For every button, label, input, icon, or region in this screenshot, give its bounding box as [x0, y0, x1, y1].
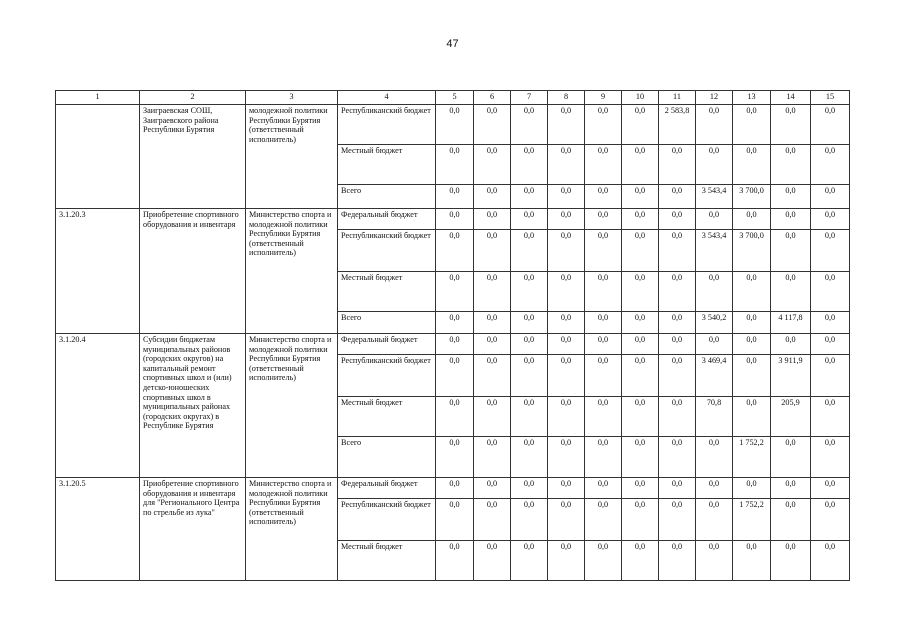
value-cell: 0,0 [474, 437, 511, 478]
header-cell: 7 [511, 91, 548, 105]
value-cell: 0,0 [585, 541, 622, 581]
value-cell: 0,0 [474, 541, 511, 581]
value-cell: 0,0 [622, 355, 659, 397]
value-cell: 0,0 [622, 499, 659, 541]
value-cell: 0,0 [585, 478, 622, 499]
source-cell: Местный бюджет [338, 541, 436, 581]
value-cell: 1 752,2 [733, 437, 771, 478]
value-cell: 0,0 [696, 334, 733, 355]
value-cell: 0,0 [548, 478, 585, 499]
value-cell: 0,0 [771, 499, 811, 541]
budget-table [55, 90, 850, 581]
value-cell: 3 543,4 [696, 185, 733, 209]
code-cell: 3.1.20.3 [56, 209, 140, 334]
value-cell: 0,0 [733, 541, 771, 581]
header-cell: 15 [811, 91, 850, 105]
source-cell: Всего [338, 312, 436, 334]
header-cell: 6 [474, 91, 511, 105]
value-cell: 0,0 [585, 105, 622, 145]
value-cell: 3 700,0 [733, 230, 771, 272]
value-cell: 0,0 [659, 272, 696, 312]
value-cell: 0,0 [436, 397, 474, 437]
value-cell: 0,0 [436, 355, 474, 397]
value-cell: 0,0 [811, 230, 850, 272]
value-cell: 0,0 [548, 209, 585, 230]
value-cell: 0,0 [659, 499, 696, 541]
value-cell: 0,0 [474, 105, 511, 145]
source-cell: Местный бюджет [338, 145, 436, 185]
value-cell: 0,0 [811, 105, 850, 145]
name-cell: Приобретение спортивного оборудования и инвентаря для "Регионального Центра по стрельбе из лука" [140, 478, 246, 581]
value-cell: 0,0 [622, 437, 659, 478]
value-cell: 0,0 [622, 105, 659, 145]
code-cell: 3.1.20.4 [56, 334, 140, 478]
header-cell: 13 [733, 91, 771, 105]
header-cell: 11 [659, 91, 696, 105]
value-cell: 4 117,8 [771, 312, 811, 334]
value-cell: 0,0 [696, 145, 733, 185]
header-cell: 4 [338, 91, 436, 105]
executor-cell: Министерство спорта и молодежной политики Республики Бурятия (ответственный исполнитель) [246, 334, 338, 478]
value-cell: 0,0 [585, 230, 622, 272]
value-cell: 0,0 [622, 230, 659, 272]
value-cell: 0,0 [771, 145, 811, 185]
source-cell: Республиканский бюджет [338, 105, 436, 145]
value-cell: 0,0 [511, 230, 548, 272]
value-cell: 0,0 [585, 397, 622, 437]
table-row [56, 334, 850, 355]
value-cell: 0,0 [811, 209, 850, 230]
value-cell: 0,0 [659, 355, 696, 397]
value-cell: 0,0 [733, 272, 771, 312]
header-cell: 9 [585, 91, 622, 105]
value-cell: 0,0 [771, 272, 811, 312]
value-cell: 0,0 [622, 334, 659, 355]
name-cell: Заиграевская СОШ, Заиграевского района Республики Бурятия [140, 105, 246, 209]
value-cell: 3 700,0 [733, 185, 771, 209]
value-cell: 0,0 [436, 478, 474, 499]
value-cell: 0,0 [548, 185, 585, 209]
value-cell: 0,0 [511, 209, 548, 230]
header-cell: 2 [140, 91, 246, 105]
value-cell: 0,0 [811, 541, 850, 581]
value-cell: 0,0 [659, 209, 696, 230]
value-cell: 0,0 [771, 230, 811, 272]
value-cell: 0,0 [659, 437, 696, 478]
code-cell [56, 105, 140, 209]
value-cell: 0,0 [436, 209, 474, 230]
value-cell: 0,0 [548, 499, 585, 541]
value-cell: 0,0 [733, 145, 771, 185]
source-cell: Республиканский бюджет [338, 499, 436, 541]
source-cell: Федеральный бюджет [338, 209, 436, 230]
value-cell: 0,0 [474, 230, 511, 272]
value-cell: 0,0 [511, 312, 548, 334]
value-cell: 0,0 [659, 185, 696, 209]
value-cell: 0,0 [474, 272, 511, 312]
value-cell: 0,0 [585, 312, 622, 334]
value-cell: 0,0 [811, 312, 850, 334]
value-cell: 0,0 [659, 397, 696, 437]
value-cell: 0,0 [622, 541, 659, 581]
value-cell: 70,8 [696, 397, 733, 437]
value-cell: 0,0 [474, 355, 511, 397]
value-cell: 0,0 [436, 437, 474, 478]
value-cell: 0,0 [585, 272, 622, 312]
value-cell: 0,0 [733, 478, 771, 499]
name-cell: Приобретение спортивного оборудования и инвентаря [140, 209, 246, 334]
value-cell: 0,0 [511, 478, 548, 499]
name-cell: Субсидии бюджетам муниципальных районов (городских округов) на капитальный ремонт спортивных школ и (или) детско-юношеских спортивных школ в муниципальных районах (городских округах) в Республике Бурятия [140, 334, 246, 478]
value-cell: 0,0 [659, 478, 696, 499]
value-cell: 0,0 [511, 334, 548, 355]
value-cell: 3 543,4 [696, 230, 733, 272]
value-cell: 0,0 [511, 499, 548, 541]
value-cell: 0,0 [474, 397, 511, 437]
value-cell: 0,0 [771, 334, 811, 355]
value-cell: 0,0 [548, 230, 585, 272]
header-row [56, 91, 850, 105]
value-cell: 0,0 [659, 334, 696, 355]
value-cell: 0,0 [811, 185, 850, 209]
value-cell: 0,0 [511, 105, 548, 145]
value-cell: 0,0 [811, 499, 850, 541]
value-cell: 0,0 [511, 145, 548, 185]
value-cell: 0,0 [622, 397, 659, 437]
value-cell: 0,0 [436, 105, 474, 145]
value-cell: 0,0 [696, 437, 733, 478]
value-cell: 0,0 [436, 145, 474, 185]
value-cell: 0,0 [659, 230, 696, 272]
value-cell: 0,0 [622, 478, 659, 499]
value-cell: 0,0 [585, 145, 622, 185]
executor-cell: молодежной политики Республики Бурятия (ответственный исполнитель) [246, 105, 338, 209]
value-cell: 0,0 [548, 437, 585, 478]
header-cell: 14 [771, 91, 811, 105]
value-cell: 3 911,9 [771, 355, 811, 397]
value-cell: 0,0 [696, 541, 733, 581]
executor-cell: Министерство спорта и молодежной политики Республики Бурятия (ответственный исполнитель) [246, 209, 338, 334]
value-cell: 0,0 [474, 185, 511, 209]
value-cell: 0,0 [733, 397, 771, 437]
value-cell: 0,0 [622, 272, 659, 312]
value-cell: 0,0 [811, 478, 850, 499]
value-cell: 0,0 [436, 312, 474, 334]
header-cell: 10 [622, 91, 659, 105]
value-cell: 0,0 [733, 209, 771, 230]
value-cell: 0,0 [733, 334, 771, 355]
value-cell: 0,0 [696, 499, 733, 541]
value-cell: 0,0 [548, 541, 585, 581]
value-cell: 0,0 [771, 185, 811, 209]
executor-cell: Министерство спорта и молодежной политики Республики Бурятия (ответственный исполнитель) [246, 478, 338, 581]
value-cell: 0,0 [585, 209, 622, 230]
value-cell: 0,0 [622, 209, 659, 230]
value-cell: 0,0 [511, 185, 548, 209]
source-cell: Республиканский бюджет [338, 355, 436, 397]
header-cell: 12 [696, 91, 733, 105]
header-cell: 3 [246, 91, 338, 105]
value-cell: 0,0 [811, 272, 850, 312]
value-cell: 205,9 [771, 397, 811, 437]
value-cell: 0,0 [548, 397, 585, 437]
value-cell: 0,0 [733, 105, 771, 145]
value-cell: 0,0 [511, 355, 548, 397]
value-cell: 0,0 [659, 312, 696, 334]
value-cell: 0,0 [548, 145, 585, 185]
table-row [56, 478, 850, 499]
source-cell: Федеральный бюджет [338, 334, 436, 355]
table-row [56, 105, 850, 145]
value-cell: 0,0 [585, 355, 622, 397]
value-cell: 0,0 [771, 209, 811, 230]
value-cell: 0,0 [696, 105, 733, 145]
value-cell: 0,0 [511, 397, 548, 437]
value-cell: 0,0 [474, 334, 511, 355]
value-cell: 0,0 [436, 334, 474, 355]
value-cell: 0,0 [548, 272, 585, 312]
value-cell: 2 583,8 [659, 105, 696, 145]
value-cell: 0,0 [622, 185, 659, 209]
page-number: 47 [446, 38, 459, 50]
value-cell: 0,0 [622, 312, 659, 334]
value-cell: 0,0 [474, 478, 511, 499]
source-cell: Федеральный бюджет [338, 478, 436, 499]
value-cell: 0,0 [474, 312, 511, 334]
source-cell: Всего [338, 437, 436, 478]
value-cell: 0,0 [771, 478, 811, 499]
header-cell: 5 [436, 91, 474, 105]
value-cell: 0,0 [771, 105, 811, 145]
value-cell: 0,0 [659, 145, 696, 185]
value-cell: 0,0 [811, 334, 850, 355]
value-cell: 0,0 [511, 541, 548, 581]
value-cell: 0,0 [622, 145, 659, 185]
value-cell: 0,0 [548, 355, 585, 397]
value-cell: 0,0 [771, 437, 811, 478]
value-cell: 0,0 [696, 272, 733, 312]
value-cell: 0,0 [771, 541, 811, 581]
value-cell: 0,0 [733, 355, 771, 397]
value-cell: 0,0 [548, 312, 585, 334]
value-cell: 0,0 [696, 209, 733, 230]
value-cell: 0,0 [548, 105, 585, 145]
value-cell: 0,0 [548, 334, 585, 355]
source-cell: Всего [338, 185, 436, 209]
table-row [56, 209, 850, 230]
value-cell: 0,0 [733, 312, 771, 334]
value-cell: 0,0 [811, 355, 850, 397]
value-cell: 0,0 [585, 334, 622, 355]
value-cell: 0,0 [511, 437, 548, 478]
value-cell: 0,0 [811, 397, 850, 437]
value-cell: 0,0 [811, 437, 850, 478]
value-cell: 1 752,2 [733, 499, 771, 541]
source-cell: Местный бюджет [338, 272, 436, 312]
code-cell: 3.1.20.5 [56, 478, 140, 581]
value-cell: 0,0 [474, 209, 511, 230]
header-cell: 8 [548, 91, 585, 105]
value-cell: 0,0 [585, 499, 622, 541]
value-cell: 0,0 [436, 230, 474, 272]
value-cell: 3 469,4 [696, 355, 733, 397]
value-cell: 0,0 [436, 185, 474, 209]
value-cell: 0,0 [585, 437, 622, 478]
value-cell: 0,0 [436, 499, 474, 541]
value-cell: 3 540,2 [696, 312, 733, 334]
value-cell: 0,0 [696, 478, 733, 499]
value-cell: 0,0 [474, 145, 511, 185]
value-cell: 0,0 [474, 499, 511, 541]
value-cell: 0,0 [436, 272, 474, 312]
source-cell: Местный бюджет [338, 397, 436, 437]
value-cell: 0,0 [585, 185, 622, 209]
source-cell: Республиканский бюджет [338, 230, 436, 272]
value-cell: 0,0 [436, 541, 474, 581]
value-cell: 0,0 [659, 541, 696, 581]
header-cell: 1 [56, 91, 140, 105]
value-cell: 0,0 [811, 145, 850, 185]
value-cell: 0,0 [511, 272, 548, 312]
table-body [56, 105, 850, 581]
